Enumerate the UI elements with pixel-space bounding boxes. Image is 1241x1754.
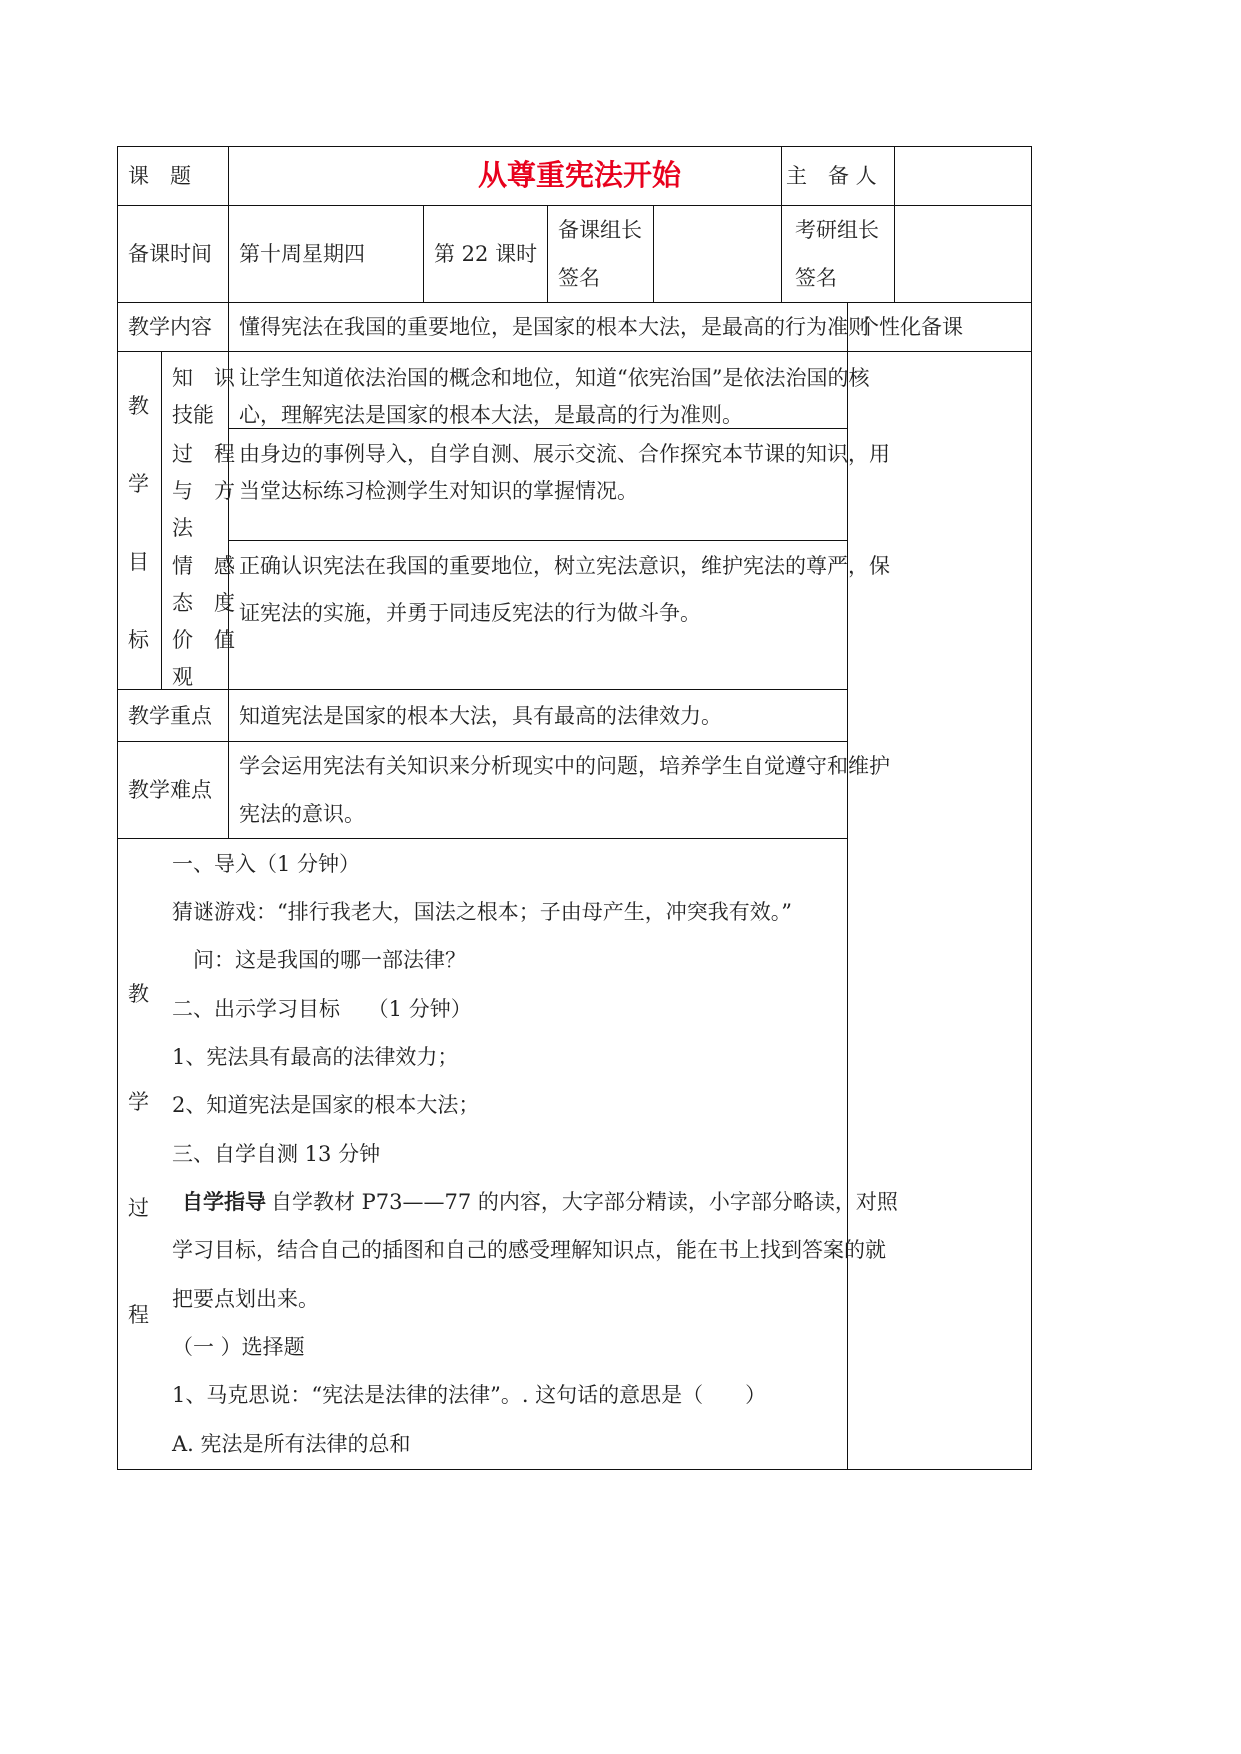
- process-line: 一、导入（1 分钟）: [172, 852, 361, 876]
- difficulty-text: 宪法的意识。: [239, 802, 365, 826]
- subject-label: 课 题: [128, 164, 191, 188]
- goal-process-text: 由身边的事例导入，自学自测、展示交流、合作探究本节课的知识，用: [239, 442, 890, 466]
- process-line: 问：这是我国的哪一部法律？: [172, 948, 466, 972]
- content-text: 懂得宪法在我国的重要地位，是国家的根本大法，是最高的行为准则: [239, 315, 869, 339]
- personalized-prep-label: 个性化备课: [858, 315, 963, 339]
- self-study-guide-text: 学习目标，结合自己的插图和自己的感受理解知识点，能在书上找到答案的就: [172, 1238, 886, 1262]
- goal-knowledge-text: 让学生知道依法治国的概念和地位，知道“依宪治国”是依法治国的核: [239, 366, 870, 390]
- question-text: 1、马克思说：“宪法是法律的法律”。. 这句话的意思是（ ）: [172, 1383, 767, 1407]
- process-line: 二、出示学习目标 （1 分钟）: [172, 997, 472, 1021]
- preparer-label: 主 备 人: [786, 164, 877, 188]
- research-leader-sign-label: 签名: [795, 266, 837, 290]
- process-label-char: 程: [128, 1303, 149, 1327]
- goal-attitude-label: 价 值: [172, 628, 235, 652]
- goals-label-char: 目: [128, 550, 149, 574]
- content-label: 教学内容: [128, 315, 212, 339]
- process-label-char: 学: [128, 1090, 149, 1114]
- goal-attitude-text: 证宪法的实施，并勇于同违反宪法的行为做斗争。: [239, 601, 701, 625]
- goal-attitude-label: 观: [172, 665, 193, 689]
- process-line: 三、自学自测 13 分钟: [172, 1142, 381, 1166]
- difficulty-text: 学会运用宪法有关知识来分析现实中的问题，培养学生自觉遵守和维护: [239, 754, 890, 778]
- goal-attitude-label: 情 感: [172, 554, 235, 578]
- goal-attitude-label: 态 度: [172, 591, 235, 615]
- section-heading: （一 ）选择题: [172, 1335, 305, 1359]
- prep-time-label: 备课时间: [128, 242, 212, 266]
- process-label-char: 教: [128, 982, 149, 1006]
- goal-process-label: 过 程: [172, 442, 235, 466]
- research-leader-label: 考研组长: [795, 218, 879, 242]
- key-point-label: 教学重点: [128, 704, 212, 728]
- process-label-char: 过: [128, 1196, 149, 1220]
- process-line: 2、知道宪法是国家的根本大法；: [172, 1093, 480, 1117]
- difficulty-label: 教学难点: [128, 778, 212, 802]
- self-study-guide-text: 自学教材 P73——77 的内容，大字部分精读，小字部分略读，对照: [271, 1190, 898, 1214]
- process-line: 猜谜游戏：“排行我老大，国法之根本；子由母产生，冲突我有效。”: [172, 900, 792, 924]
- group-leader-label: 备课组长: [558, 218, 642, 242]
- prep-time-value: 第十周星期四: [239, 242, 365, 266]
- goals-label-char: 标: [128, 628, 149, 652]
- goal-process-text: 当堂达标练习检测学生对知识的掌握情况。: [239, 479, 638, 503]
- process-line: 1、宪法具有最高的法律效力；: [172, 1045, 459, 1069]
- lesson-number: 第 22 课时: [434, 242, 538, 266]
- goal-knowledge-label: 知 识: [172, 366, 235, 390]
- group-leader-sign-label: 签名: [558, 266, 600, 290]
- goals-label-char: 教: [128, 394, 149, 418]
- option-a: A. 宪法是所有法律的总和: [172, 1432, 411, 1456]
- self-study-guide-label: 自学指导: [182, 1189, 266, 1214]
- goal-process-label: 法: [172, 516, 193, 540]
- self-study-guide-text: 把要点划出来。: [172, 1287, 319, 1311]
- goal-knowledge-label: 技能: [172, 403, 214, 427]
- page-title: 从尊重宪法开始: [478, 158, 682, 192]
- goal-attitude-text: 正确认识宪法在我国的重要地位，树立宪法意识，维护宪法的尊严，保: [239, 554, 890, 578]
- key-point-text: 知道宪法是国家的根本大法，具有最高的法律效力。: [239, 704, 722, 728]
- goals-label-char: 学: [128, 472, 149, 496]
- goal-knowledge-text: 心，理解宪法是国家的根本大法，是最高的行为准则。: [239, 403, 743, 427]
- goal-process-label: 与 方: [172, 479, 235, 503]
